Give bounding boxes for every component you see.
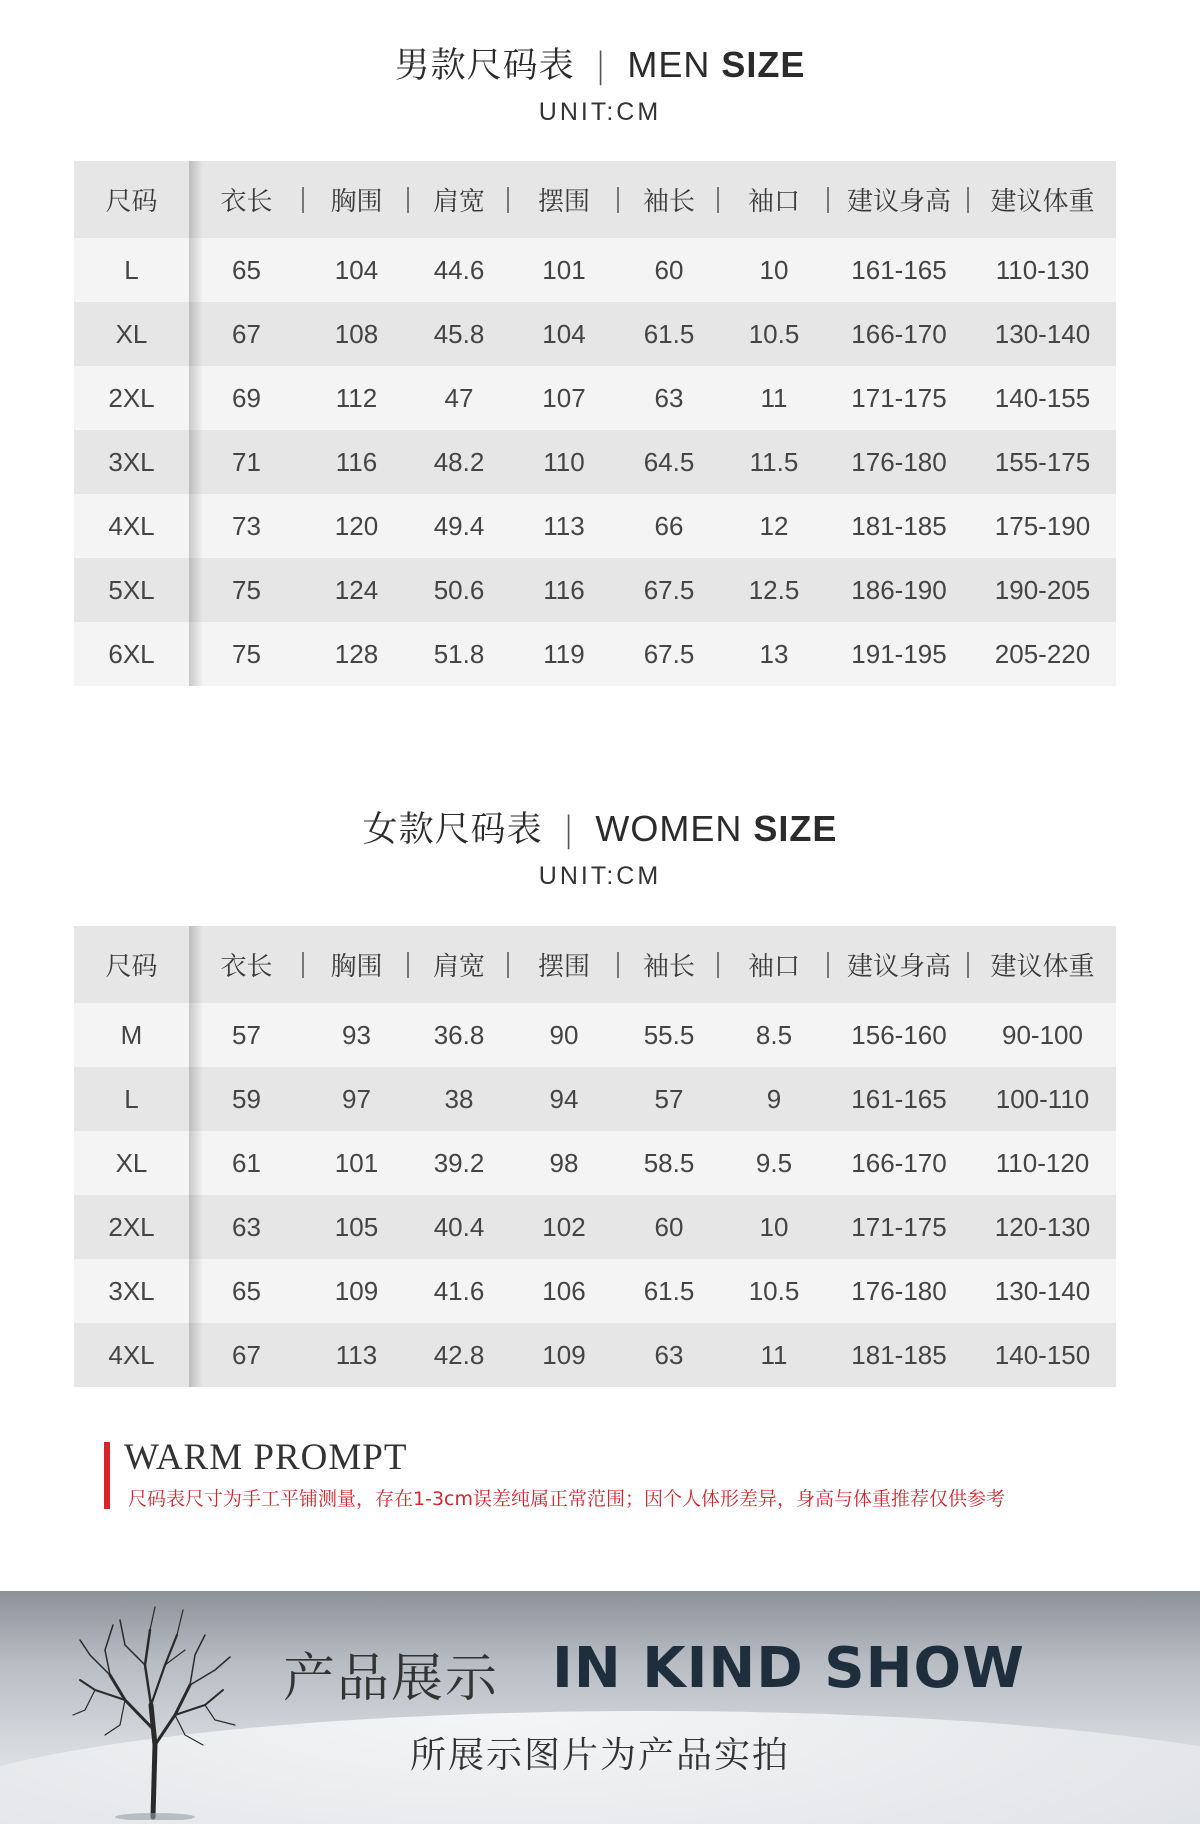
women-table-row: [74, 1131, 1116, 1195]
banner-title-cn: 产品展示: [283, 1649, 500, 1709]
men-size-cell: L: [124, 254, 139, 285]
women-value-cell: 176-180: [851, 1275, 947, 1306]
women-value-cell: 39.2: [433, 1147, 485, 1178]
men-value-cell: 45.8: [433, 318, 485, 349]
men-unit-label: UNIT:CM: [538, 98, 662, 126]
men-value-cell: 140-155: [994, 382, 1091, 413]
women-value-cell: 156-160: [851, 1019, 947, 1050]
women-value-cell: 8.5: [755, 1019, 793, 1050]
men-value-cell: 108: [334, 318, 379, 349]
women-value-cell: 41.6: [433, 1275, 485, 1306]
women-value-cell: 61: [232, 1147, 261, 1178]
men-value-cell: 166-170: [851, 318, 947, 349]
men-table-row: [74, 622, 1116, 686]
men-value-cell: 128: [334, 638, 379, 669]
women-title-separator: |: [562, 810, 576, 850]
women-value-cell: 63: [654, 1339, 684, 1370]
women-value-cell: 97: [342, 1083, 371, 1114]
men-size-cell: 3XL: [108, 446, 155, 477]
men-value-cell: 112: [335, 382, 378, 413]
women-header-cell: 袖长: [619, 946, 719, 983]
women-header-cell: 衣长: [189, 946, 304, 983]
women-table-row: [74, 1323, 1116, 1387]
men-value-cell: 11: [760, 382, 788, 413]
women-value-cell: 109: [542, 1339, 586, 1370]
men-value-cell: 67.5: [643, 574, 695, 605]
men-value-cell: 69: [232, 382, 261, 413]
men-table-row: [74, 558, 1116, 622]
women-value-cell: 55.5: [643, 1019, 695, 1050]
men-table-row: [74, 366, 1116, 430]
men-value-cell: 64.5: [643, 446, 695, 477]
women-value-cell: 100-110: [995, 1083, 1090, 1114]
women-size-cell: 4XL: [108, 1339, 155, 1370]
women-table-row: [74, 1259, 1116, 1323]
men-value-cell: 181-185: [851, 510, 947, 541]
men-header-cell: 胸围: [304, 181, 409, 218]
men-value-cell: 11.5: [749, 446, 799, 477]
women-value-cell: 65: [232, 1275, 261, 1306]
men-size-cell: XL: [115, 318, 148, 349]
women-header-cell: 建议体重: [990, 952, 1095, 982]
men-value-cell: 191-195: [851, 638, 947, 669]
women-table-row: [74, 1003, 1116, 1067]
women-value-cell: 36.8: [433, 1019, 485, 1050]
men-value-cell: 119: [543, 638, 585, 669]
men-value-cell: 61.5: [643, 318, 695, 349]
men-value-cell: 161-165: [851, 254, 947, 285]
men-value-cell: 110: [543, 446, 585, 477]
men-value-cell: 116: [543, 574, 585, 605]
men-value-cell: 104: [542, 318, 586, 349]
women-size-table: [74, 926, 1116, 1387]
warm-prompt-title: WARM PROMPT: [124, 1437, 408, 1478]
women-value-cell: 10.5: [748, 1275, 800, 1306]
men-header-cell: 建议身高: [829, 181, 969, 218]
women-header-cell: 摆围: [509, 946, 619, 983]
women-value-cell: 181-185: [851, 1339, 947, 1370]
women-title-en: WOMEN SIZE: [595, 808, 838, 849]
men-value-cell: 175-190: [994, 510, 1091, 541]
men-value-cell: 12.5: [748, 574, 800, 605]
women-value-cell: 58.5: [643, 1147, 695, 1178]
men-value-cell: 50.6: [433, 574, 485, 605]
men-title-cn: 男款尺码表: [394, 46, 575, 86]
women-value-cell: 67: [232, 1339, 261, 1370]
women-value-cell: 90: [549, 1019, 579, 1050]
men-table-row: [74, 238, 1116, 302]
men-size-cell: 4XL: [108, 510, 155, 541]
women-size-column-shadow: [189, 926, 203, 1387]
women-value-cell: 113: [335, 1339, 378, 1370]
men-title-separator: |: [594, 46, 608, 86]
men-value-cell: 12: [759, 510, 789, 541]
men-size-cell: 5XL: [108, 574, 155, 605]
men-value-cell: 104: [334, 254, 379, 285]
banner-subtitle: 所展示图片为产品实拍: [409, 1735, 790, 1776]
men-value-cell: 113: [543, 510, 585, 541]
women-value-cell: 101: [334, 1147, 379, 1178]
women-header-cell: 建议身高: [829, 946, 969, 983]
men-size-cell: 6XL: [108, 638, 155, 669]
men-size-table: [74, 161, 1116, 686]
tree-icon: [65, 1595, 245, 1820]
men-value-cell: 13: [759, 638, 789, 669]
men-value-cell: 186-190: [851, 574, 947, 605]
women-value-cell: 57: [654, 1083, 684, 1114]
women-value-cell: 105: [334, 1211, 379, 1242]
women-table-row: [74, 1195, 1116, 1259]
men-header-cell: 建议体重: [990, 187, 1095, 217]
women-value-cell: 110-120: [995, 1147, 1090, 1178]
women-value-cell: 61.5: [643, 1275, 695, 1306]
women-value-cell: 9: [766, 1083, 782, 1114]
men-title-en: MEN SIZE: [627, 44, 806, 85]
men-value-cell: 60: [654, 254, 684, 285]
men-value-cell: 190-205: [994, 574, 1091, 605]
women-value-cell: 40.4: [433, 1211, 485, 1242]
women-value-cell: 171-175: [851, 1211, 947, 1242]
women-title-cn: 女款尺码表: [362, 810, 543, 850]
men-value-cell: 205-220: [994, 638, 1091, 669]
women-value-cell: 10: [759, 1211, 789, 1242]
warm-prompt-text: 尺码表尺寸为手工平铺测量，存在1-3cm误差纯属正常范围；因个人体形差异，身高与体重推荐仅供参考: [128, 1488, 1005, 1510]
women-value-cell: 109: [334, 1275, 379, 1306]
men-table-row: [74, 430, 1116, 494]
women-value-cell: 140-150: [994, 1339, 1091, 1370]
women-table-row: [74, 1067, 1116, 1131]
men-value-cell: 65: [232, 254, 261, 285]
men-value-cell: 116: [335, 446, 378, 477]
women-value-cell: 120-130: [994, 1211, 1091, 1242]
women-value-cell: 90-100: [1002, 1019, 1083, 1050]
men-header-cell: 袖口: [719, 181, 829, 218]
men-value-cell: 49.4: [433, 510, 485, 541]
women-size-cell: 3XL: [108, 1275, 155, 1306]
women-size-title: [0, 802, 1200, 852]
women-value-cell: 98: [549, 1147, 579, 1178]
women-value-cell: 59: [232, 1083, 261, 1114]
women-size-cell: XL: [115, 1147, 148, 1178]
men-value-cell: 75: [232, 638, 261, 669]
women-value-cell: 60: [654, 1211, 684, 1242]
men-value-cell: 10: [759, 254, 789, 285]
prompt-accent-bar: [104, 1442, 110, 1509]
men-value-cell: 155-175: [994, 446, 1091, 477]
women-header-row: [74, 926, 1116, 1003]
men-value-cell: 124: [334, 574, 379, 605]
women-header-cell: 胸围: [304, 946, 409, 983]
women-unit-label: UNIT:CM: [538, 862, 662, 890]
banner-title-en: IN KIND SHOW: [552, 1636, 1025, 1701]
men-value-cell: 48.2: [433, 446, 485, 477]
men-value-cell: 51.8: [433, 638, 485, 669]
men-table-row: [74, 302, 1116, 366]
women-value-cell: 63: [232, 1211, 261, 1242]
men-value-cell: 47: [444, 382, 474, 413]
women-value-cell: 106: [542, 1275, 586, 1306]
men-value-cell: 66: [654, 510, 684, 541]
men-value-cell: 176-180: [851, 446, 947, 477]
men-value-cell: 67.5: [643, 638, 695, 669]
men-value-cell: 44.6: [433, 254, 485, 285]
men-header-cell: 摆围: [509, 181, 619, 218]
men-value-cell: 171-175: [851, 382, 947, 413]
women-value-cell: 94: [549, 1083, 579, 1114]
men-value-cell: 130-140: [994, 318, 1091, 349]
men-header-cell: 尺码: [105, 187, 158, 217]
women-size-cell: 2XL: [108, 1211, 155, 1242]
women-size-cell: M: [120, 1019, 143, 1050]
women-value-cell: 161-165: [851, 1083, 947, 1114]
men-value-cell: 10.5: [748, 318, 800, 349]
men-value-cell: 67: [232, 318, 261, 349]
men-header-cell: 肩宽: [409, 181, 509, 218]
men-table-row: [74, 494, 1116, 558]
men-size-column-shadow: [189, 161, 203, 686]
men-value-cell: 71: [232, 446, 261, 477]
women-value-cell: 38: [444, 1083, 474, 1114]
women-header-cell: 肩宽: [409, 946, 509, 983]
men-header-row: [74, 161, 1116, 238]
women-value-cell: 9.5: [755, 1147, 793, 1178]
women-value-cell: 166-170: [851, 1147, 947, 1178]
women-value-cell: 11: [760, 1339, 788, 1370]
men-header-cell: 袖长: [619, 181, 719, 218]
men-size-cell: 2XL: [108, 382, 155, 413]
men-value-cell: 63: [654, 382, 684, 413]
men-size-title: [0, 38, 1200, 88]
women-value-cell: 42.8: [433, 1339, 485, 1370]
men-value-cell: 73: [232, 510, 261, 541]
women-header-cell: 袖口: [719, 946, 829, 983]
women-value-cell: 130-140: [994, 1275, 1091, 1306]
men-value-cell: 101: [542, 254, 586, 285]
men-value-cell: 107: [542, 382, 586, 413]
women-value-cell: 57: [232, 1019, 261, 1050]
women-value-cell: 93: [342, 1019, 371, 1050]
men-value-cell: 110-130: [995, 254, 1090, 285]
men-value-cell: 120: [334, 510, 379, 541]
men-value-cell: 75: [232, 574, 261, 605]
women-header-cell: 尺码: [105, 952, 158, 982]
men-header-cell: 衣长: [189, 181, 304, 218]
women-size-cell: L: [124, 1083, 139, 1114]
women-value-cell: 102: [542, 1211, 586, 1242]
